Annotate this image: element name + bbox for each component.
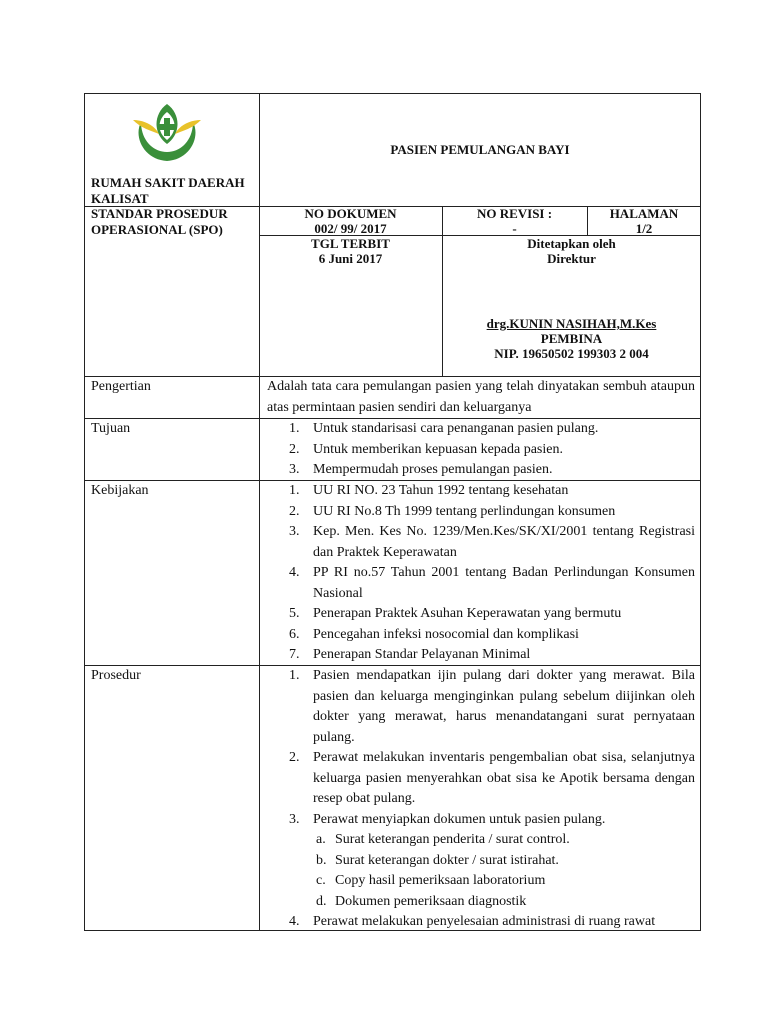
signatory-nip: NIP. 19650502 199303 2 004: [494, 346, 649, 361]
hospital-logo: [131, 100, 203, 166]
list-item: 4. PP RI no.57 Tahun 2001 tentang Badan Perlindungan Konsumen Nasional: [289, 565, 695, 601]
pengertian-text: Adalah tata cara pemulangan pasien yang telah dinyatakan sembuh ataupun atas permintaan pasien sendiri dan keluarganya: [267, 379, 695, 415]
no-revisi-label: NO REVISI :: [476, 206, 553, 221]
sub-list-item: b. Surat keterangan dokter / surat istirahat.: [316, 852, 559, 868]
tujuan-label: Tujuan: [91, 421, 131, 436]
signatory-rank: PEMBINA: [540, 331, 603, 346]
list-item: 2. UU RI No.8 Th 1999 tentang perlindungan konsumen: [289, 503, 616, 519]
sub-list-item: c. Copy hasil pemeriksaan laboratorium: [316, 873, 546, 888]
list-item: 1. Pasien mendapatkan ijin pulang dari dokter yang merawat. Bila pasien dan keluarga menginginkan pulang sebelum diijinkan oleh dokter yang merawat, harus menandatangani surat pernyataan pulang.: [289, 668, 695, 745]
list-item: 2. Perawat melakukan inventaris pengembalian obat sisa, selanjutnya keluarga pasien menyerahkan obat sisa ke Apotik bersama dengan resep obat pulang.: [289, 750, 695, 806]
no-dokumen-value: 002/ 99/ 2017: [314, 221, 387, 236]
list-item: 5. Penerapan Praktek Asuhan Keperawatan yang bermutu: [289, 606, 622, 621]
list-item: 3. Perawat menyiapkan dokumen untuk pasien pulang. a. Surat keterangan penderita / surat control. b. Surat keterangan dokter / surat istirahat. c. Copy hasil pemeriksaan laboratorium d. Dokumen pemeriksaan diagnostik: [267, 810, 695, 913]
list-item: 6. Pencegahan infeksi nosocomial dan komplikasi: [289, 626, 579, 642]
tgl-terbit-label: TGL TERBIT: [311, 236, 390, 251]
list-item: 1. UU RI NO. 23 Tahun 1992 tentang kesehatan: [289, 483, 569, 498]
hospital-name: RUMAH SAKIT DAERAH KALISAT: [91, 175, 245, 206]
no-revisi-value: -: [512, 221, 517, 236]
kebijakan-list: [267, 481, 695, 666]
direktur-label: Direktur: [547, 251, 596, 266]
sub-list-item: a. Surat keterangan penderita / surat control.: [316, 832, 570, 847]
halaman-value: 1/2: [635, 221, 653, 236]
list-item: 3. Mempermudah proses pemulangan pasien.: [289, 462, 553, 477]
halaman-label: HALAMAN: [609, 206, 679, 221]
sub-list-item: d. Dokumen pemeriksaan diagnostik: [316, 893, 527, 909]
tujuan-list: [267, 419, 695, 481]
spo-label: STANDAR PROSEDUR OPERASIONAL (SPO): [91, 206, 228, 237]
list-item: 3. Kep. Men. Kes No. 1239/Men.Kes/SK/XI/2001 tentang Registrasi dan Praktek Keperawatan: [289, 524, 695, 560]
tgl-terbit-value: 6 Juni 2017: [318, 251, 383, 266]
list-item: 1. Untuk standarisasi cara penanganan pasien pulang.: [289, 421, 599, 436]
no-dokumen-label: NO DOKUMEN: [304, 206, 397, 221]
list-item: 4. Perawat melakukan penyelesaian administrasi di ruang rawat: [289, 914, 656, 929]
kebijakan-label: Kebijakan: [91, 483, 149, 498]
prosedur-list: [267, 666, 695, 933]
list-item: 2. Untuk memberikan kepuasan kepada pasien.: [289, 441, 563, 457]
list-item: 7. Penerapan Standar Pelayanan Minimal: [289, 647, 531, 662]
prosedur-sublist: [313, 830, 695, 912]
signatory-name: drg.KUNIN NASIHAH,M.Kes: [486, 316, 657, 331]
prosedur-label: Prosedur: [91, 668, 141, 683]
document-title: PASIEN PEMULANGAN BAYI: [390, 142, 570, 157]
ditetapkan-label: Ditetapkan oleh: [527, 236, 616, 251]
pengertian-label: Pengertian: [91, 379, 151, 394]
